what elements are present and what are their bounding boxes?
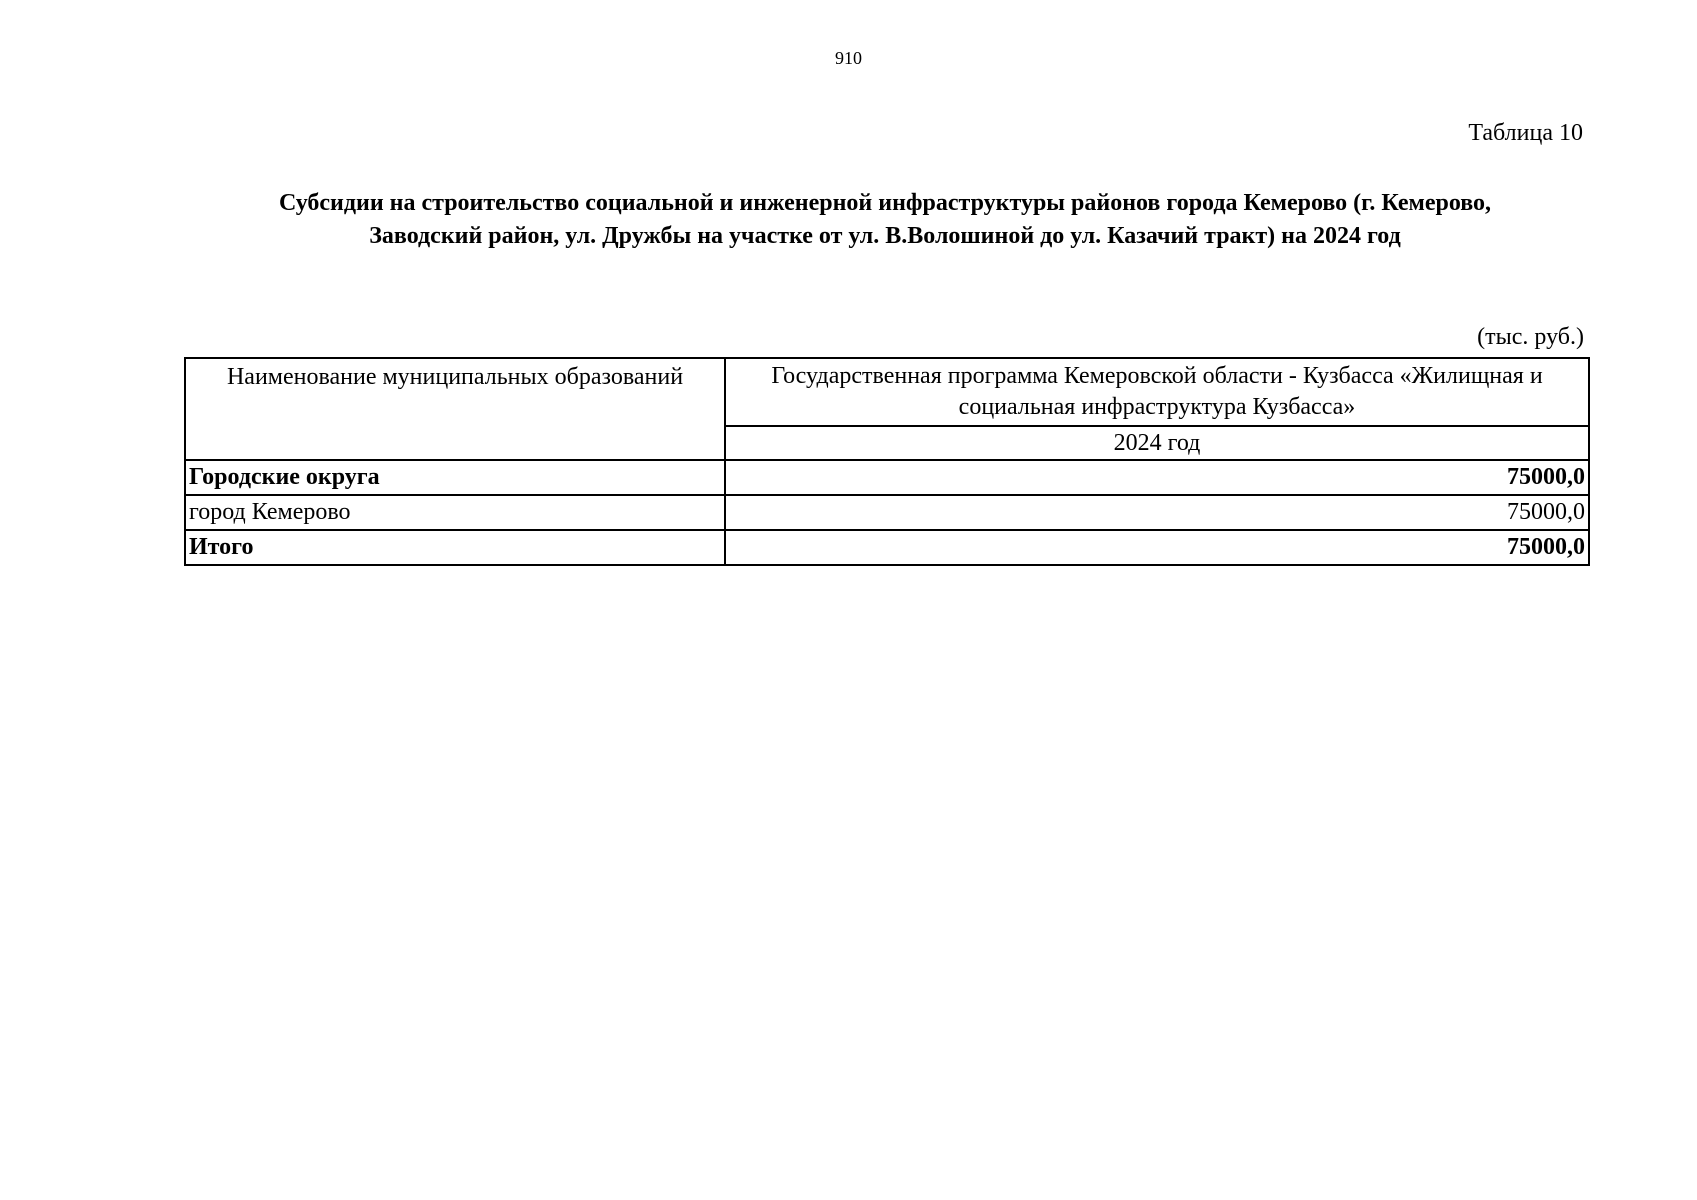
- table-label: Таблица 10: [1468, 120, 1583, 146]
- table-row: [185, 460, 1589, 495]
- row-value: 75000,0: [725, 530, 1589, 565]
- units-label: (тыс. руб.): [1477, 324, 1584, 350]
- document-title: [185, 187, 1585, 253]
- row-value: 75000,0: [725, 495, 1589, 530]
- row-name: Городские округа: [185, 460, 725, 495]
- header-program: Государственная программа Кемеровской области - Кузбасса «Жилищная и социальная инфраструктура Кузбасса»: [725, 358, 1589, 426]
- table-header-row: [185, 358, 1589, 426]
- table-row: [185, 530, 1589, 565]
- header-year: 2024 год: [725, 426, 1589, 460]
- subsidy-table: [184, 357, 1590, 566]
- title-line-2: Заводский район, ул. Дружбы на участке от ул. В.Волошиной до ул. Казачий тракт) на 2024 год: [369, 223, 1401, 249]
- row-name: Итого: [185, 530, 725, 565]
- header-municipality: Наименование муниципальных образований: [185, 358, 725, 460]
- row-value: 75000,0: [725, 460, 1589, 495]
- row-name: город Кемерово: [185, 495, 725, 530]
- page-number: 910: [835, 48, 862, 68]
- title-line-1: Субсидии на строительство социальной и инженерной инфраструктуры районов города Кемерово (г. Кемерово,: [278, 190, 1492, 216]
- table-row: [185, 495, 1589, 530]
